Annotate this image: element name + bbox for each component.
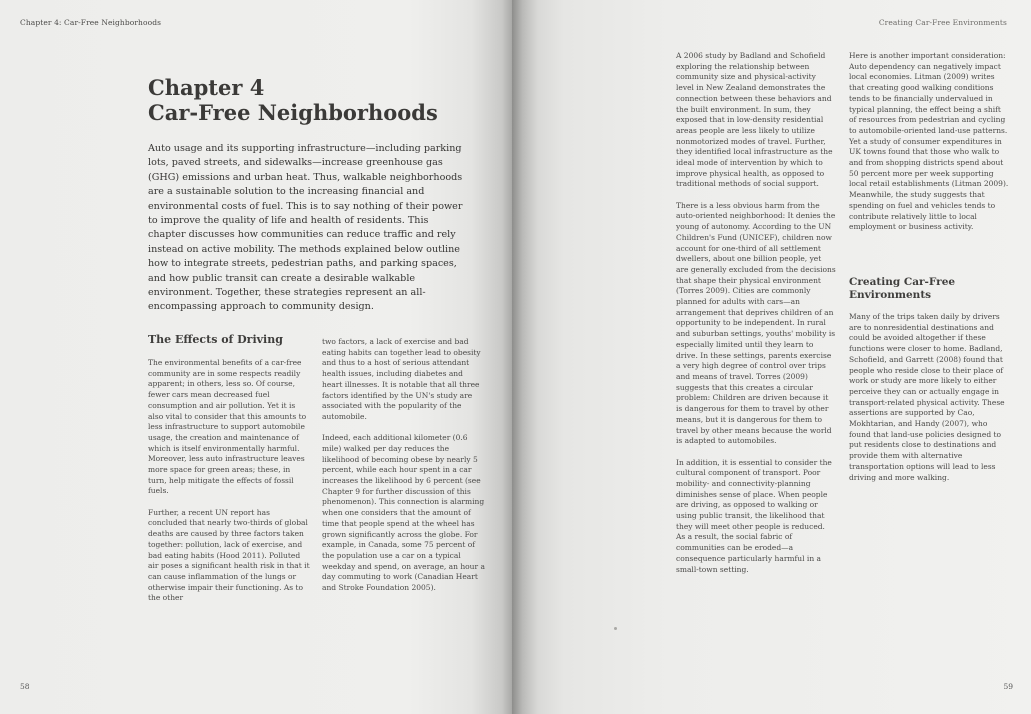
running-head-left: Chapter 4: Car-Free Neighborhoods xyxy=(20,18,162,27)
paragraph: Here is another important consideration: Auto dependency can negatively impact local economies. Litman (2009) writes that creating good walking conditions tends to be financially undervalued in typical planning, the effect being a shift of resources from pedestrian and cycling to automobile-oriented land-use patterns. Yet a study of consumer expenditures in UK towns found that those who walk to and from shopping districts spend about 50 percent more per week supporting local retail establishments (Litman 2009). Meanwhile, the study suggests that spending on fuel and vehicles tends to contribute relatively little to local employment or business activity. xyxy=(849,51,1009,232)
text-column-4 xyxy=(849,51,1009,244)
paragraph: A 2006 study by Badland and Schofield exploring the relationship between community size and physical-activity level in New Zealand demonstrates the connection between these behaviors and the built environment. In sum, they exposed that in low-density residential areas people are less likely to utilize nonmotorized modes of travel. Further, they identified local infrastructure as the ideal mode of intervention by which to improve physical health, as opposed to traditional methods of social support. xyxy=(676,51,833,189)
text-column-1 xyxy=(148,358,310,615)
paragraph: Many of the trips taken daily by drivers are to nonresidential destinations and could be avoided altogether if these functions were closer to home. Badland, Schofield, and Garrett (2008) found that people who reside close to their place of work or study are more likely to either perceive they can or actually engage in transport-related physical activity. These assertions are supported by Cao, Mokhtarian, and Handy (2007), who found that land-use policies designed to put residents close to destinations and provide them with alternative transportation options will lead to less driving and more walking. xyxy=(849,312,1005,482)
paragraph: Indeed, each additional kilometer (0.6 mile) walked per day reduces the likelihood of becoming obese by nearly 5 percent, while each hour spent in a car increases the likelihood by 6 percent (see Chapter 9 for further discussion of this phenomenon). This connection is alarming when one considers that the amount of time that people spend at the wheel has grown significantly across the globe. For example, in Canada, some 75 percent of the population use a car on a typical weekday and spend, on average, an hour a day commuting to work (Canadian Heart and Stroke Foundation 2005). xyxy=(322,433,485,593)
intro-paragraph: Auto usage and its supporting infrastructure—including parking lots, paved streets, and sidewalks—increase greenhouse gas (GHG) emissions and urban heat. Thus, walkable neighborhoods are a sustainable solution to the increasing financial and environmental costs of fuel. This is to say nothing of their power to improve the quality of life and health of residents. This chapter discusses how communities can reduce traffic and rely instead on active mobility. The methods explained below outline how to integrate streets, pedestrian paths, and parking spaces, and how public transit can create a desirable walkable environment. Together, these strategies represent an all-encompassing approach to community design. xyxy=(148,143,463,313)
paragraph: The environmental benefits of a car-free community are in some respects readily apparent; in others, less so. Of course, fewer cars mean decreased fuel consumption and air pollution. Yet it is also vital to consider that this amounts to less infrastructure to support automobile usage, the creation and maintenance of which is itself environmentally harmful. Moreover, less auto infrastructure leaves more space for green areas; these, in turn, help mitigate the effects of fossil fuels. xyxy=(148,358,307,496)
paragraph: There is a less obvious harm from the auto-oriented neighborhood: It denies the young of autonomy. According to the UN Children's Fund (UNICEF), children now account for one-third of all settlement dwellers, about one billion people, yet are generally excluded from the decisions that shape their physical environment (Torres 2009). Cities are commonly planned for adults with cars—an arrangement that deprives children of an opportunity to be independent. In rural and suburban settings, youths' mobility is especially limited until they learn to drive. In these settings, parents exercise a very high degree of control over trips and means of travel. Torres (2009) suggests that this creates a circular problem: Children are driven because it is dangerous for them to travel by other means, but it is dangerous for them to travel by other means because the world is adapted to automobiles. xyxy=(676,200,836,446)
paragraph: In addition, it is essential to consider the cultural component of transport. Poor mobility- and connectivity-planning diminishes sense of place. When people are driving, as opposed to walking or using public transit, the likelihood that they will meet other people is reduced. As a result, the social fabric of communities can be eroded—a consequence particularly harmful in a small-town setting. xyxy=(676,457,832,574)
chapter-name: Car-Free Neighborhoods xyxy=(148,100,438,125)
section-heading-creating-environments: Creating Car-Free Environments xyxy=(849,276,956,301)
chapter-title xyxy=(148,75,438,125)
section-heading-effects-of-driving: The Effects of Driving xyxy=(148,333,283,346)
chapter-label: Chapter 4 xyxy=(148,75,265,100)
paragraph: Further, a recent UN report has concluded that nearly two-thirds of global deaths are caused by three factors taken together: pollution, lack of exercise, and bad eating habits (Hood 2011). Polluted air poses a significant health risk in that it can cause inflammation of the lungs or otherwise impair their functioning. As to the other xyxy=(148,507,310,603)
page-speck xyxy=(614,627,617,630)
page-number-left: 58 xyxy=(20,682,30,691)
text-column-4-continued xyxy=(849,312,1009,494)
paragraph: two factors, a lack of exercise and bad eating habits can together lead to obesity and thus to a host of serious attendant health issues, including diabetes and heart illnesses. It is notable that all three factors identified by the UN's study are associated with the popularity of the automobile. xyxy=(322,337,481,421)
text-column-3 xyxy=(676,51,836,586)
text-column-2 xyxy=(322,337,485,604)
running-head-right: Creating Car-Free Environments xyxy=(878,18,1007,27)
page-number-right: 59 xyxy=(1003,682,1013,691)
left-page xyxy=(0,0,512,714)
